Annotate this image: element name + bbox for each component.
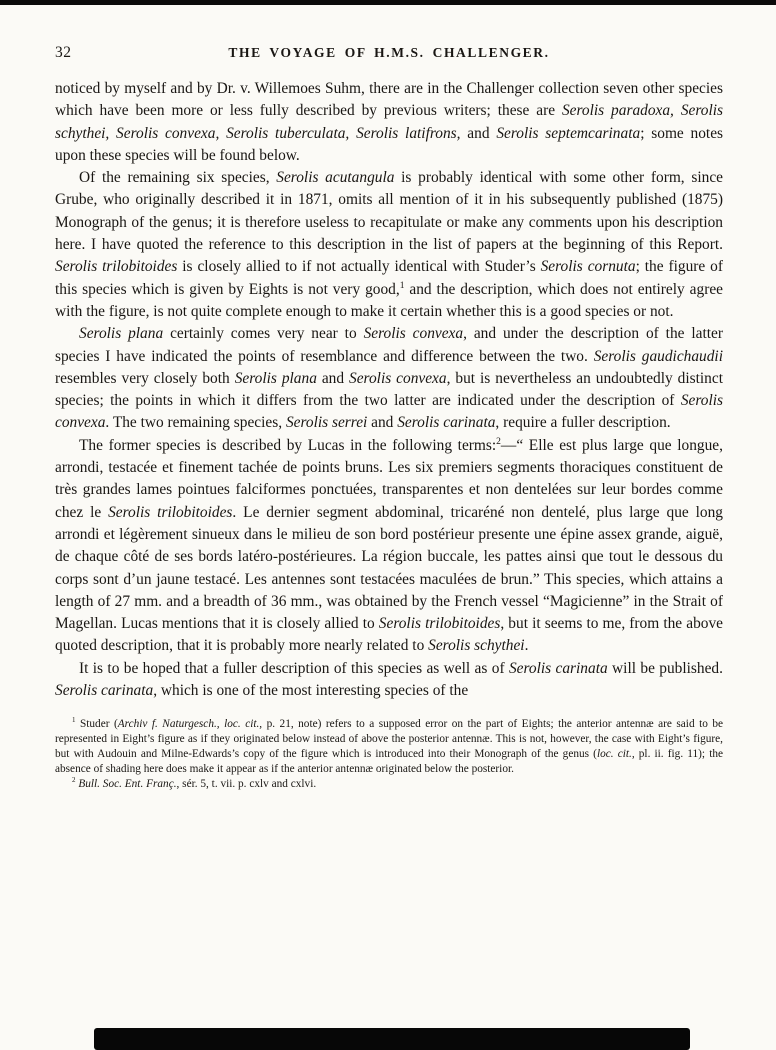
text-segment: and the description, which does not entirely agree with the figure, is not quite complete enough to make it certain whether this is a good species or not. [55,280,723,320]
text-segment: , but it seems to me, from the above quoted description, that it is probably more nearly related to [55,615,723,655]
text-segment: . [524,637,529,655]
text-segment: Serolis trilobitoides [378,615,501,633]
footnote-marker: 1 [72,716,76,725]
page-body [55,78,723,792]
page-number: 32 [55,44,72,61]
text-segment: is probably identical with some other form, since Grube, who originally described it in 1871, omits all mention of it in his subsequently published (1875) Monograph of the genus; it is therefore useless to recapitulate or make any comments upon his description here. I have quoted the reference to this description in the list of papers at the beginning of this Report. [55,169,723,254]
text-segment: certainly comes very near to [163,325,364,343]
paragraph [55,167,723,323]
text-segment: Serolis carinata [508,659,608,677]
text-segment: It is to be hoped that a fuller description of this species as well as of [79,659,509,677]
text-segment: , sér. 5, t. vii. p. cxlv and cxlvi. [176,778,317,791]
text-segment: and [316,369,350,387]
text-segment: Archiv f. Naturgesch., loc. cit., [117,718,263,731]
text-segment: Serolis trilobitoides [55,258,178,276]
text-segment: Serolis septemcarinata [496,124,641,142]
paragraph [55,435,723,658]
text-segment: Serolis plana [234,369,317,387]
text-segment: Serolis convexa [363,325,464,343]
running-title: THE VOYAGE OF H.M.S. CHALLENGER. [228,45,550,60]
text-segment: Serolis plana [79,325,164,343]
text-segment: Serolis serrei [285,414,368,432]
footnote-marker: 1 [399,279,405,291]
text-segment: Serolis trilobitoides [108,503,233,521]
text-segment: ; some notes upon these species will be found below. [55,124,724,164]
footnote-marker: 2 [496,435,501,447]
footnote [55,777,723,792]
text-segment: , require a fuller description. [495,414,671,432]
footnote [55,717,723,777]
text-segment: Serolis acutangula [276,169,395,187]
text-segment: Serolis cornuta [540,258,636,276]
text-segment: The former species is described by Lucas in the following terms: [79,436,497,454]
body-paragraphs [55,78,723,702]
text-segment: Serolis carinata [397,414,496,432]
text-segment: Serolis schythei [428,637,525,655]
text-segment: Serolis convexa [349,369,447,387]
text-segment: , which is one of the most interesting species of the [153,682,469,700]
text-segment: will be published. [607,659,723,677]
text-segment: and [367,414,398,432]
text-segment: Studer ( [75,718,118,731]
text-segment: noticed by myself and by Dr. v. Willemoes Suhm, there are in the Challenger collection seven other species which have been more or less fully described by previous writers; these are [55,80,723,120]
scan-artifact-bottom-bar [94,1028,690,1050]
text-segment: Of the remaining six species, [79,169,277,187]
scan-artifact-top-edge [0,0,776,5]
page-header [55,44,723,64]
text-segment: resembles very closely both [55,369,235,387]
paragraph [55,658,723,703]
text-segment: loc. cit., [596,748,635,761]
text-segment: p. 21, note) refers to a supposed error on the part of Eights; the anterior antennæ are said to be represented in Eight’s figure as if they originated below instead of above the posterior antennæ. This is not, however, the case with Eight’s figure, but with Audouin and Milne-Edwards’s copy of the figure which is introduced into their Monograph of the genus ( [55,718,723,761]
text-segment: —“ Elle est plus large que longue, arrondi, testacée et finement tachée de points bruns. Les six premiers segments thoraciques constituent de très grandes lames pointues falciformes ponctuées, transparentes et non dentelées sur leur bordes comme chez le [55,436,723,521]
text-segment: is closely allied to if not actually identical with Studer’s [177,258,541,276]
text-segment: . The two remaining species, [105,414,286,432]
text-segment: . Le dernier segment abdominal, tricaréné non dentelé, plus large que long arrondi et légèrement sinueux dans le milieu de son bord postérieur presente une épine assex grande, aiguë, de chaque côté de ses bords latéro-postérieures. La région buccale, les pattes ainsi que tout le dessous du corps sont d’un jaune testacé. Les antennes sont testacées maculées de brun.” This species, which attains a length of 27 mm. and a breadth of 36 mm., was obtained by the French vessel “Magicienne” in the Strait of Magellan. Lucas mentions that it is closely allied to [55,503,723,633]
text-segment: Serolis carinata [55,682,154,700]
text-segment: , but is nevertheless an undoubtedly distinct species; the points in which it differs from the two latter are indicated under the description of [55,369,723,410]
text-segment: Bull. Soc. Ent. Franç. [78,778,177,791]
footnotes [55,717,723,792]
text-segment: and [460,124,497,142]
footnote-marker: 2 [72,776,76,785]
text-segment: Serolis paradoxa, Serolis schythei, Serolis convexa, Serolis tuberculata, Serolis latifrons, [55,102,723,142]
text-segment: Serolis convexa [55,392,723,432]
paragraph [55,78,723,167]
text-segment: Serolis gaudichaudii [593,347,723,365]
paragraph [55,323,723,434]
text-segment: , and under the description of the latter species I have indicated the points of resemblance and difference between the two. [55,325,723,365]
text-segment: ; the figure of this species which is given by Eights is not very good, [55,258,723,298]
text-segment: pl. ii. fig. 11); the absence of shading here does make it appear as if the anterior antennæ originated below the posterior. [55,748,723,776]
